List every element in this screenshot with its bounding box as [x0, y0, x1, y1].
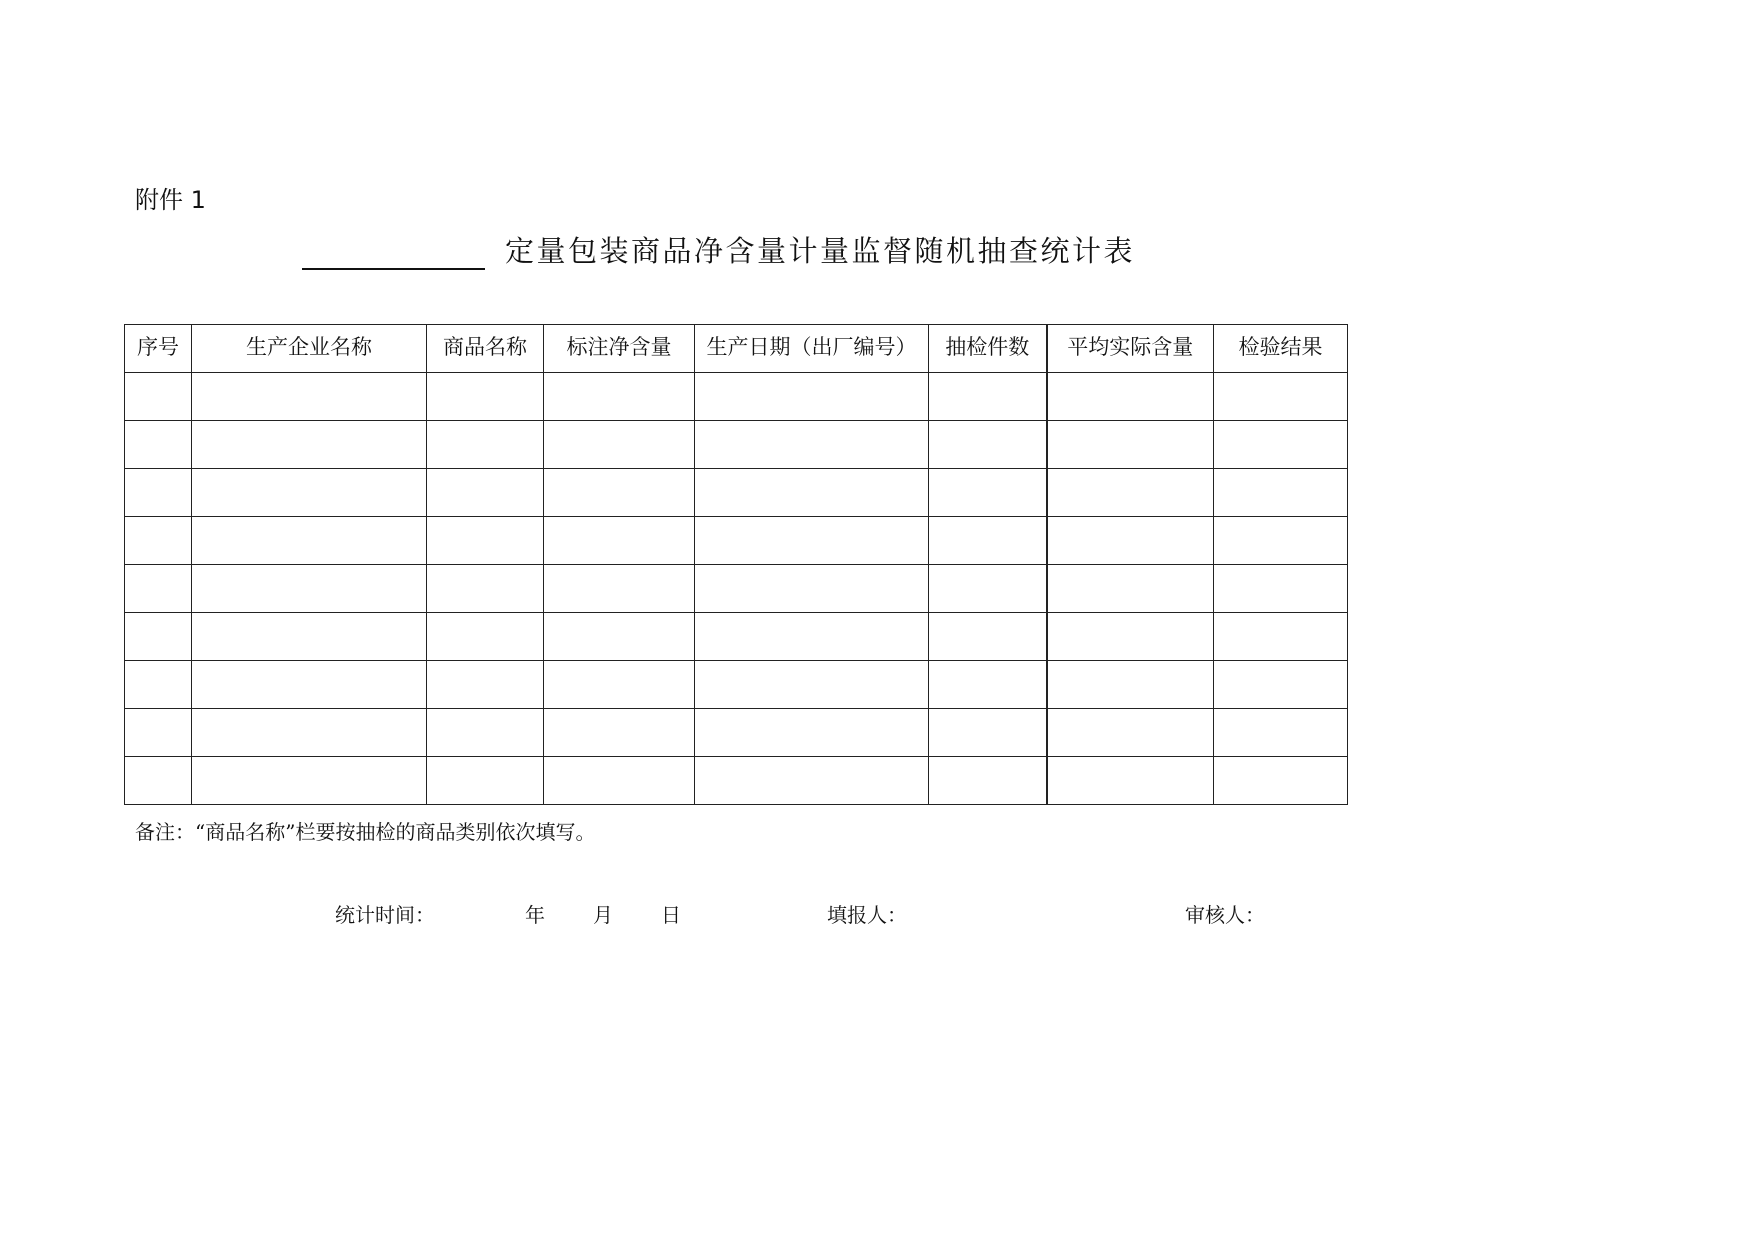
cell-production-date[interactable]	[695, 421, 929, 469]
table-row	[125, 373, 1348, 421]
cell-inspection-result[interactable]	[1214, 373, 1348, 421]
table-note: 备注：“商品名称”栏要按抽检的商品类别依次填写。	[135, 820, 596, 844]
table-body	[125, 373, 1348, 805]
cell-product-name[interactable]	[427, 661, 544, 709]
cell-production-date[interactable]	[695, 757, 929, 805]
cell-production-date[interactable]	[695, 661, 929, 709]
cell-inspection-result[interactable]	[1214, 613, 1348, 661]
header-manufacturer-name: 生产企业名称	[192, 325, 427, 373]
cell-average-actual-content[interactable]	[1047, 373, 1214, 421]
cell-production-date[interactable]	[695, 613, 929, 661]
cell-manufacturer-name[interactable]	[192, 709, 427, 757]
cell-product-name[interactable]	[427, 709, 544, 757]
month-label: 月	[593, 903, 613, 927]
stat-time-label: 统计时间：	[335, 903, 435, 927]
cell-sample-count[interactable]	[929, 517, 1047, 565]
cell-serial-number[interactable]	[125, 757, 192, 805]
table-row	[125, 421, 1348, 469]
cell-average-actual-content[interactable]	[1047, 661, 1214, 709]
attachment-label: 附件 1	[135, 186, 206, 214]
year-label: 年	[525, 903, 545, 927]
header-inspection-result: 检验结果	[1214, 325, 1348, 373]
table-header-row	[125, 325, 1348, 373]
cell-sample-count[interactable]	[929, 421, 1047, 469]
cell-production-date[interactable]	[695, 709, 929, 757]
cell-manufacturer-name[interactable]	[192, 661, 427, 709]
cell-product-name[interactable]	[427, 565, 544, 613]
day-label: 日	[661, 903, 681, 927]
cell-manufacturer-name[interactable]	[192, 565, 427, 613]
cell-sample-count[interactable]	[929, 709, 1047, 757]
cell-average-actual-content[interactable]	[1047, 709, 1214, 757]
cell-serial-number[interactable]	[125, 373, 192, 421]
cell-average-actual-content[interactable]	[1047, 565, 1214, 613]
cell-labeled-net-content[interactable]	[544, 469, 695, 517]
cell-inspection-result[interactable]	[1214, 565, 1348, 613]
cell-manufacturer-name[interactable]	[192, 421, 427, 469]
table-row	[125, 757, 1348, 805]
cell-inspection-result[interactable]	[1214, 757, 1348, 805]
table-row	[125, 613, 1348, 661]
table-row	[125, 517, 1348, 565]
cell-production-date[interactable]	[695, 469, 929, 517]
cell-average-actual-content[interactable]	[1047, 517, 1214, 565]
header-average-actual-content: 平均实际含量	[1047, 325, 1214, 373]
cell-manufacturer-name[interactable]	[192, 757, 427, 805]
cell-manufacturer-name[interactable]	[192, 613, 427, 661]
cell-labeled-net-content[interactable]	[544, 661, 695, 709]
inspection-stats-table	[124, 324, 1348, 805]
header-labeled-net-content: 标注净含量	[544, 325, 695, 373]
cell-serial-number[interactable]	[125, 421, 192, 469]
cell-manufacturer-name[interactable]	[192, 517, 427, 565]
document-title-row	[302, 230, 1135, 270]
cell-average-actual-content[interactable]	[1047, 421, 1214, 469]
cell-inspection-result[interactable]	[1214, 517, 1348, 565]
cell-inspection-result[interactable]	[1214, 421, 1348, 469]
reviewer-label: 审核人：	[1185, 903, 1265, 927]
cell-inspection-result[interactable]	[1214, 709, 1348, 757]
cell-labeled-net-content[interactable]	[544, 709, 695, 757]
cell-serial-number[interactable]	[125, 709, 192, 757]
cell-labeled-net-content[interactable]	[544, 517, 695, 565]
cell-serial-number[interactable]	[125, 661, 192, 709]
cell-average-actual-content[interactable]	[1047, 757, 1214, 805]
cell-labeled-net-content[interactable]	[544, 421, 695, 469]
table-row	[125, 661, 1348, 709]
header-sample-count: 抽检件数	[929, 325, 1047, 373]
cell-production-date[interactable]	[695, 373, 929, 421]
cell-manufacturer-name[interactable]	[192, 469, 427, 517]
cell-average-actual-content[interactable]	[1047, 469, 1214, 517]
cell-sample-count[interactable]	[929, 613, 1047, 661]
cell-product-name[interactable]	[427, 373, 544, 421]
cell-average-actual-content[interactable]	[1047, 613, 1214, 661]
cell-serial-number[interactable]	[125, 517, 192, 565]
cell-sample-count[interactable]	[929, 565, 1047, 613]
header-production-date: 生产日期（出厂编号）	[695, 325, 929, 373]
cell-product-name[interactable]	[427, 421, 544, 469]
cell-labeled-net-content[interactable]	[544, 373, 695, 421]
cell-sample-count[interactable]	[929, 373, 1047, 421]
filler-label: 填报人：	[827, 903, 907, 927]
cell-manufacturer-name[interactable]	[192, 373, 427, 421]
cell-product-name[interactable]	[427, 469, 544, 517]
cell-sample-count[interactable]	[929, 661, 1047, 709]
header-serial-number: 序号	[125, 325, 192, 373]
cell-product-name[interactable]	[427, 613, 544, 661]
cell-product-name[interactable]	[427, 757, 544, 805]
cell-sample-count[interactable]	[929, 469, 1047, 517]
table-row	[125, 565, 1348, 613]
cell-labeled-net-content[interactable]	[544, 757, 695, 805]
cell-serial-number[interactable]	[125, 613, 192, 661]
cell-inspection-result[interactable]	[1214, 661, 1348, 709]
cell-serial-number[interactable]	[125, 565, 192, 613]
cell-product-name[interactable]	[427, 517, 544, 565]
cell-sample-count[interactable]	[929, 757, 1047, 805]
header-product-name: 商品名称	[427, 325, 544, 373]
cell-labeled-net-content[interactable]	[544, 565, 695, 613]
table-row	[125, 709, 1348, 757]
cell-serial-number[interactable]	[125, 469, 192, 517]
table-row	[125, 469, 1348, 517]
title-region-blank-line	[302, 234, 485, 270]
cell-production-date[interactable]	[695, 565, 929, 613]
document-title: 定量包装商品净含量计量监督随机抽查统计表	[505, 234, 1136, 268]
cell-labeled-net-content[interactable]	[544, 613, 695, 661]
cell-production-date[interactable]	[695, 517, 929, 565]
cell-inspection-result[interactable]	[1214, 469, 1348, 517]
